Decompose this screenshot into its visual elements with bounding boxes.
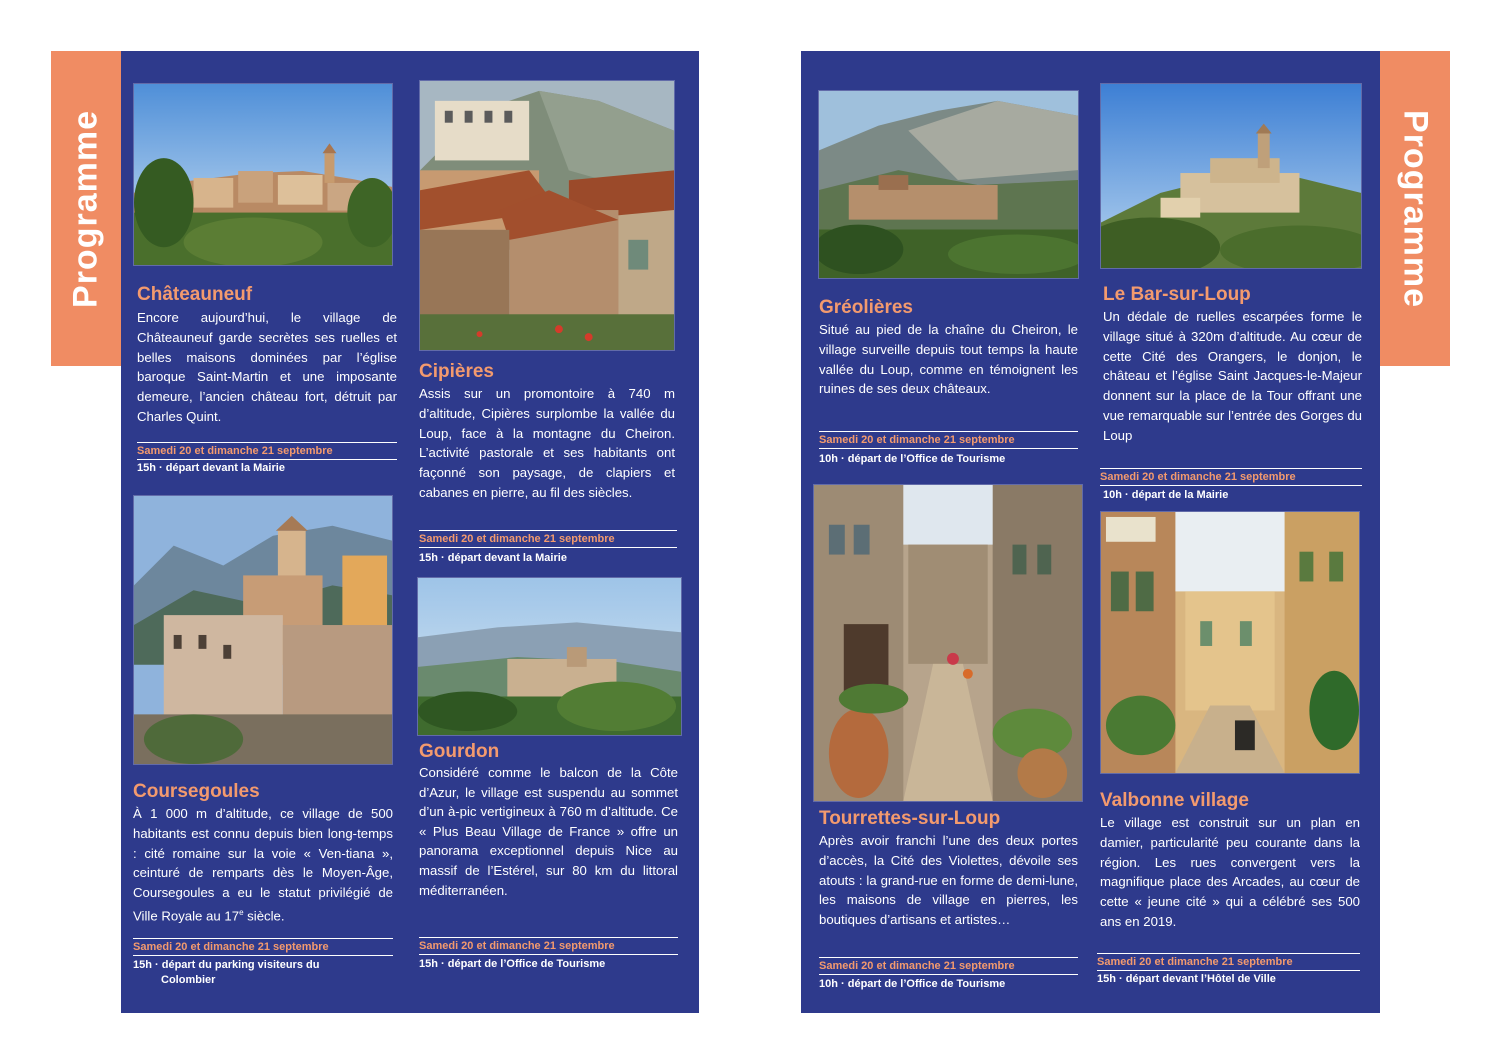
left-programme-tab [51, 51, 121, 366]
right-programme-tab [1380, 51, 1450, 366]
right-tab-label: Programme [1396, 109, 1435, 308]
chateauneuf-photo [133, 83, 393, 266]
cipieres-time: 15h · départ devant la Mairie [419, 552, 567, 564]
coursegoules-photo [133, 495, 393, 765]
coursegoules-desc-end: siècle. [243, 908, 285, 924]
coursegoules-description [133, 804, 393, 926]
coursegoules-time-line1: 15h · départ du parking visiteurs du [133, 959, 320, 971]
valbonne-description: Le village est construit sur un plan en damier, particularité peu courante dans la région. Les rues convergent vers la magnifique place des Arcades, au cœur de cette « jeune cité » qui a célébré ses 500 ans en 2019. [1100, 815, 1360, 929]
bar-sur-loup-photo [1100, 83, 1362, 269]
cipieres-title: Cipières [419, 361, 494, 382]
cipieres-date: Samedi 20 et dimanche 21 septembre [419, 530, 677, 548]
chateauneuf-description: Encore aujourd’hui, le village de Châteauneuf garde secrètes ses ruelles et belles maisons dominées par l’église baroque Saint-Martin et une imposante demeure, l’ancien château fort, détruit par Charles Quint. [137, 310, 397, 424]
tourrettes-date: Samedi 20 et dimanche 21 septembre [819, 957, 1078, 975]
bar-sur-loup-title: Le Bar-sur-Loup [1103, 284, 1251, 305]
greolieres-title: Gréolières [819, 297, 913, 318]
bar-sur-loup-date: Samedi 20 et dimanche 21 septembre [1100, 468, 1362, 486]
coursegoules-desc-main: À 1 000 m d’altitude, ce village de 500 habitants est connu depuis bien long-temps : cité romaine sur la voie « Ven-tiana », ceinturé de remparts dès le Moyen-Âge, Coursegoules a eu le statut privilégié de Ville Royale au 17 [133, 806, 393, 924]
valbonne-photo [1100, 511, 1360, 774]
valbonne-date: Samedi 20 et dimanche 21 septembre [1097, 953, 1360, 971]
greolieres-description: Situé au pied de la chaîne du Cheiron, le village surveille depuis tout temps la haute vallée du Loup, comme en témoignent les ruines de ses deux châteaux. [819, 322, 1078, 397]
tourrettes-photo [813, 484, 1083, 802]
tourrettes-title: Tourrettes-sur-Loup [819, 808, 1001, 829]
coursegoules-time-line2: Colombier [161, 974, 216, 986]
gourdon-date: Samedi 20 et dimanche 21 septembre [419, 937, 678, 955]
bar-sur-loup-time: 10h · départ de la Mairie [1103, 489, 1229, 501]
coursegoules-time [133, 958, 393, 988]
chateauneuf-time: 15h · départ devant la Mairie [137, 462, 285, 474]
gourdon-photo [417, 577, 682, 736]
gourdon-description: Considéré comme le balcon de la Côte d’Azur, le village est suspendu au sommet d’un à-pic vertigineux à 760 m d’altitude. Ce « Plus Beau Village de France » offre un panorama exceptionnel depuis Nice au massif de l’Estérel, sur 80 km du littoral méditerranéen. [419, 765, 678, 898]
cipieres-description: Assis sur un promontoire à 740 m d’altitude, Cipières surplombe la vallée du Loup, face à la montagne du Cheiron. L’activité pastorale et ses habitants ont façonné son paysage, de clapiers et cabanes en pierre, au fil des siècles. [419, 386, 675, 500]
greolieres-photo [818, 90, 1079, 279]
valbonne-title: Valbonne village [1100, 790, 1249, 811]
greolieres-date: Samedi 20 et dimanche 21 septembre [819, 431, 1078, 449]
gourdon-time: 15h · départ de l’Office de Tourisme [419, 958, 606, 970]
cipieres-photo [419, 80, 675, 351]
coursegoules-title: Coursegoules [133, 781, 260, 802]
coursegoules-desc-sup: e [239, 907, 244, 917]
gourdon-title: Gourdon [419, 741, 500, 762]
left-tab-label: Programme [66, 109, 105, 308]
greolieres-time: 10h · départ de l’Office de Tourisme [819, 453, 1006, 465]
bar-sur-loup-description: Un dédale de ruelles escarpées forme le village situé à 320m d’altitude. Au cœur de cette Cité des Orangers, le donjon, le château et l’église Saint Jacques-le-Majeur donnent sur la place de la Tour offrant une vue remarquable sur l’entrée des Gorges du Loup [1103, 309, 1362, 443]
tourrettes-time: 10h · départ de l’Office de Tourisme [819, 978, 1006, 990]
tourrettes-description: Après avoir franchi l’une des deux portes d’accès, la Cité des Violettes, dévoile ses atouts : la grand-rue en forme de demi-lune, les maisons de village en pierres, les boutiques d’artisans et artistes… [819, 833, 1078, 928]
chateauneuf-date: Samedi 20 et dimanche 21 septembre [137, 442, 397, 460]
chateauneuf-title: Châteauneuf [137, 284, 253, 305]
coursegoules-date: Samedi 20 et dimanche 21 septembre [133, 938, 393, 956]
valbonne-time: 15h · départ devant l’Hôtel de Ville [1097, 973, 1276, 985]
